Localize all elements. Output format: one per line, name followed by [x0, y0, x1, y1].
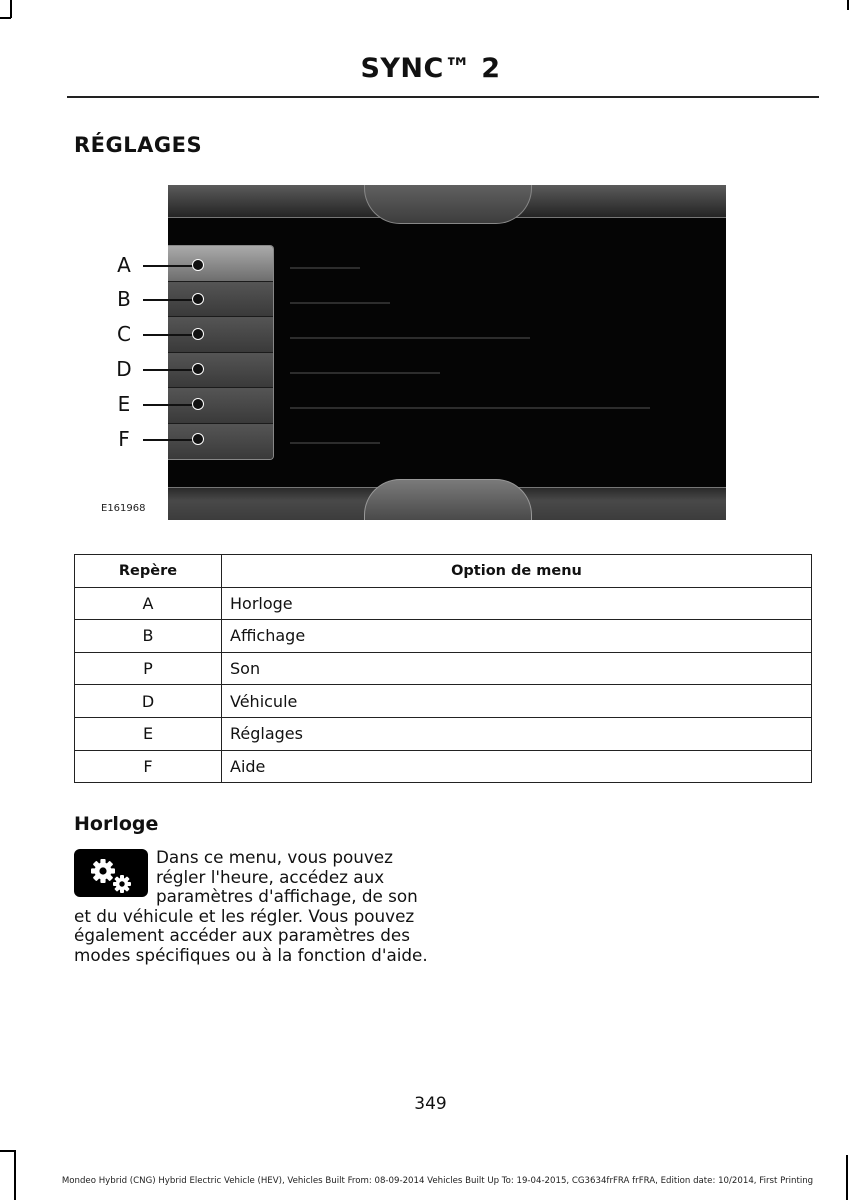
section-title: RÉGLAGES: [74, 133, 203, 157]
screen-faint-row: [290, 267, 360, 269]
table-cell-ref: B: [75, 620, 222, 653]
screen-menu-item: [168, 424, 273, 460]
callout-label-f: F: [118, 427, 130, 451]
callout-label-e: E: [117, 392, 131, 416]
callout-dot: [192, 363, 204, 375]
table-cell-ref: A: [75, 587, 222, 620]
column-header-option: Option de menu: [222, 555, 812, 588]
screen-faint-row: [290, 302, 390, 304]
header-divider: [67, 96, 819, 98]
callout-line: [143, 404, 195, 406]
table-row: [75, 620, 812, 653]
callout-line: [143, 299, 195, 301]
callout-line: [143, 334, 195, 336]
callout-dot: [192, 433, 204, 445]
description-line: paramètres d'affichage, de son: [156, 886, 418, 906]
crop-mark: [0, 17, 11, 19]
screen-faint-row: [290, 407, 650, 409]
screen-top-tab: [364, 185, 532, 224]
sync-screen-figure: [168, 185, 726, 520]
screen-menu-item: [168, 388, 273, 424]
table-row: [75, 750, 812, 783]
callout-label-a: A: [117, 253, 131, 277]
screen-menu-item: [168, 246, 273, 282]
table-cell-option: Véhicule: [222, 685, 812, 718]
description-line: et du véhicule et les régler. Vous pouvez: [74, 905, 415, 926]
table-cell-ref: F: [75, 750, 222, 783]
page-footer: Mondeo Hybrid (CNG) Hybrid Electric Vehicle (HEV), Vehicles Built From: 08-09-2014 Vehicles Built Up To: 19-04-2015, CG3634frFRA frFRA, Edition date: 10/2014, First Printing: [61, 1176, 814, 1186]
callout-dot: [192, 398, 204, 410]
crop-mark: [10, 0, 12, 18]
table-cell-ref: D: [75, 685, 222, 718]
description-line: Dans ce menu, vous pouvez: [156, 847, 393, 867]
page-header-title: SYNC™ 2: [360, 53, 501, 84]
screen-bottom-tab: [364, 479, 532, 520]
callout-dot: [192, 259, 204, 271]
callout-line: [143, 369, 195, 371]
table-row: [75, 717, 812, 750]
description-line: modes spécifiques ou à la fonction d'aide.: [74, 944, 428, 965]
menu-options-table: [74, 554, 812, 783]
callout-dot: [192, 293, 204, 305]
subsection-title: Horloge: [74, 813, 159, 835]
table-cell-option: Réglages: [222, 717, 812, 750]
callout-label-d: D: [116, 357, 132, 381]
screen-faint-row: [290, 372, 440, 374]
page-number: 349: [414, 1094, 447, 1114]
crop-mark: [14, 1150, 16, 1200]
description-line: également accéder aux paramètres des: [74, 925, 410, 945]
callout-line: [143, 265, 195, 267]
description-line: régler l'heure, accédez aux: [156, 866, 385, 887]
callout-label-b: B: [117, 287, 131, 311]
table-cell-ref: P: [75, 652, 222, 685]
figure-code: E161968: [101, 503, 146, 514]
table-header-row: [75, 555, 812, 588]
table-cell-option: Son: [222, 652, 812, 685]
crop-mark: [0, 1150, 15, 1152]
table-row: [75, 587, 812, 620]
table-row: [75, 685, 812, 718]
table-cell-ref: E: [75, 717, 222, 750]
callout-dot: [192, 328, 204, 340]
screen-faint-row: [290, 442, 380, 444]
table-cell-option: Affichage: [222, 620, 812, 653]
crop-mark: [847, 0, 849, 10]
column-header-ref: Repère: [75, 555, 222, 588]
screen-side-menu: [168, 245, 274, 460]
table-cell-option: Horloge: [222, 587, 812, 620]
clock-description: [74, 848, 429, 965]
callout-line: [143, 439, 195, 441]
callout-label-c: C: [117, 322, 131, 346]
screen-faint-row: [290, 337, 530, 339]
table-cell-option: Aide: [222, 750, 812, 783]
table-row: [75, 652, 812, 685]
